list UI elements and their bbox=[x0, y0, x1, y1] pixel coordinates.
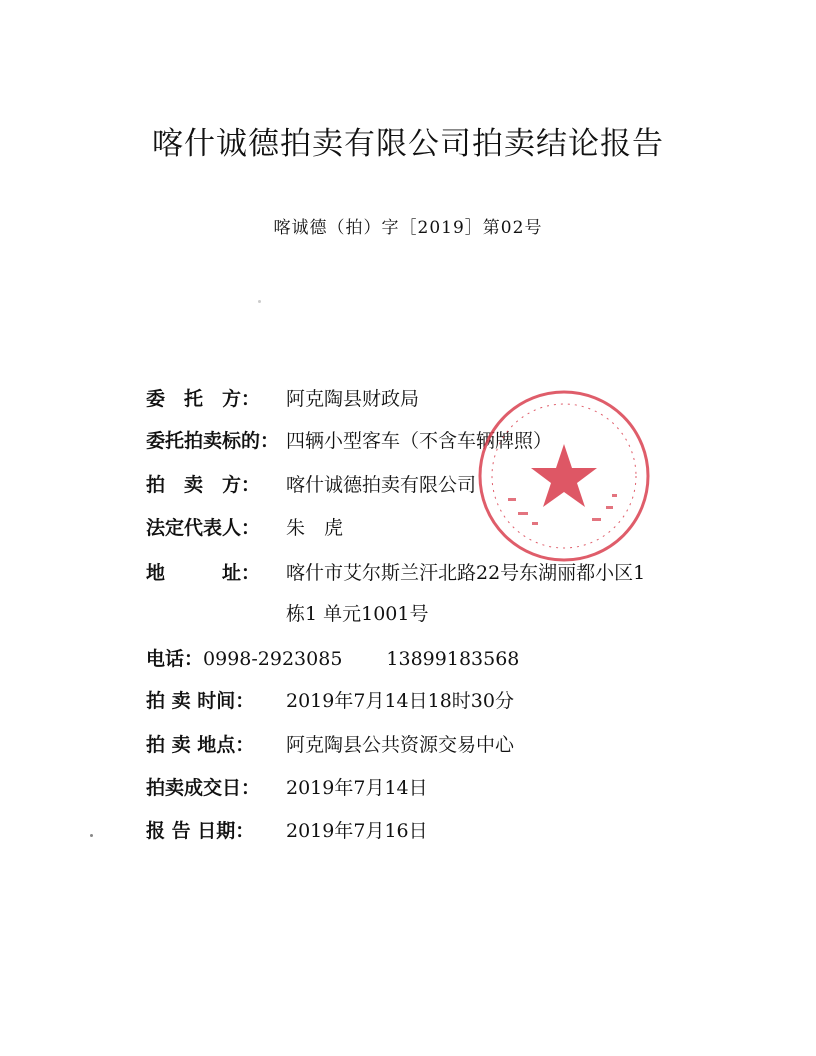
field-label: 委 托 方： bbox=[146, 388, 261, 410]
document-number: 喀诚德（拍）字［2019］第02号 bbox=[273, 218, 543, 238]
field-label: 电话： bbox=[146, 648, 204, 670]
field-label: 拍卖成交日： bbox=[146, 777, 261, 799]
field-value: 2019年7月16日 bbox=[286, 820, 428, 842]
field-label: 拍 卖 方： bbox=[146, 474, 261, 496]
field-auction-place bbox=[146, 732, 514, 758]
field-value: 喀什市艾尔斯兰汗北路22号东湖丽都小区1 bbox=[286, 562, 646, 584]
field-label: 委托拍卖标的： bbox=[146, 430, 280, 452]
field-value: 2019年7月14日18时30分 bbox=[286, 690, 514, 712]
field-client bbox=[146, 386, 419, 412]
field-value: 栋1 单元1001号 bbox=[286, 603, 429, 625]
field-value: 朱 虎 bbox=[286, 517, 344, 539]
phone-number-1: 0998-2923085 bbox=[203, 648, 343, 670]
field-value: 2019年7月14日 bbox=[286, 777, 428, 799]
company-seal-stamp bbox=[474, 386, 654, 566]
field-legal-rep bbox=[146, 515, 343, 541]
field-label: 拍 卖 时间： bbox=[146, 690, 255, 712]
scan-speck bbox=[258, 300, 261, 303]
field-label: 法定代表人： bbox=[146, 517, 261, 539]
scan-speck bbox=[90, 834, 93, 837]
field-address-line2 bbox=[286, 601, 428, 627]
field-value: 阿克陶县公共资源交易中心 bbox=[286, 734, 515, 756]
field-value: 喀什诚德拍卖有限公司 bbox=[286, 474, 477, 496]
field-auction-time bbox=[146, 688, 514, 714]
page-title: 喀什诚德拍卖有限公司拍卖结论报告 bbox=[152, 126, 664, 162]
phone-number-2: 13899183568 bbox=[386, 648, 520, 670]
field-report-date bbox=[146, 818, 428, 844]
field-value: 四辆小型客车（不含车辆牌照） bbox=[286, 430, 553, 452]
field-value: 阿克陶县财政局 bbox=[286, 388, 420, 410]
field-label: 报 告 日期： bbox=[146, 820, 255, 842]
field-phone bbox=[146, 646, 519, 672]
field-deal-date bbox=[146, 775, 428, 801]
field-label: 地 址： bbox=[146, 562, 261, 584]
field-auctioneer bbox=[146, 472, 476, 498]
field-label: 拍 卖 地点： bbox=[146, 734, 255, 756]
